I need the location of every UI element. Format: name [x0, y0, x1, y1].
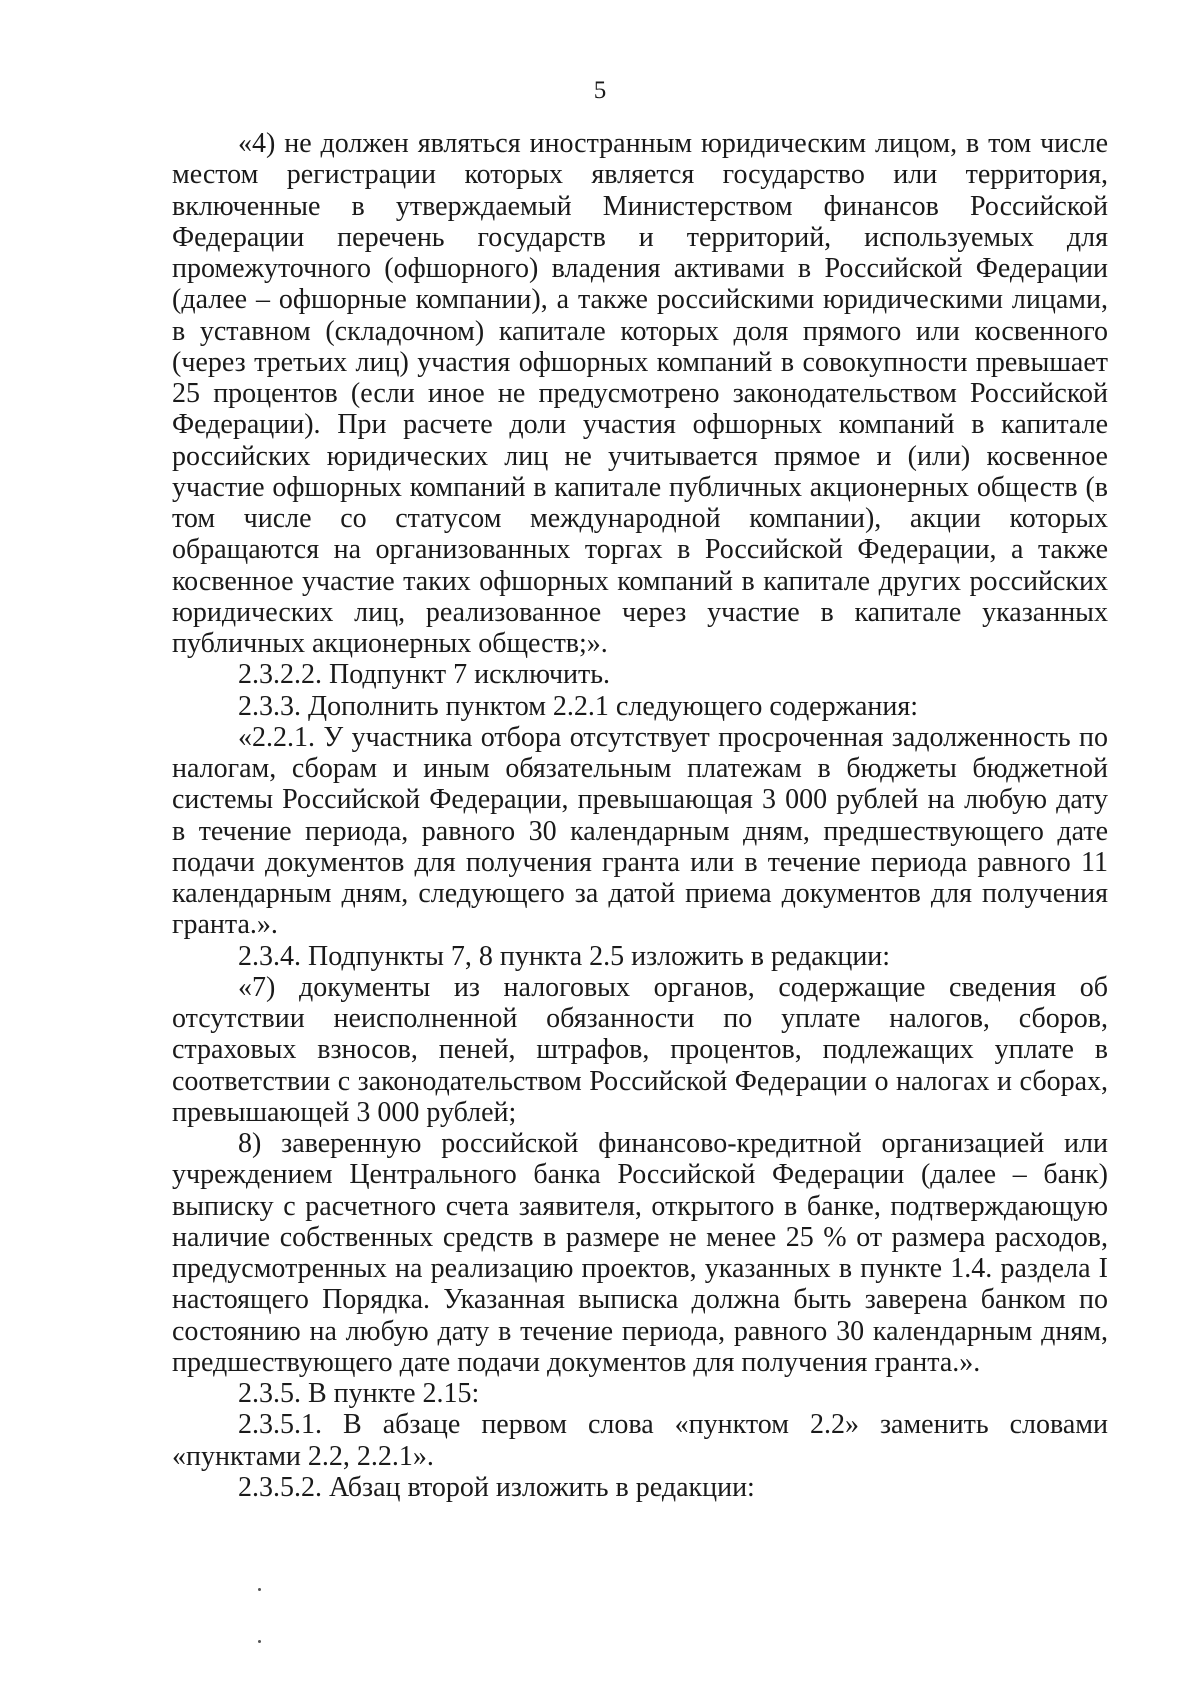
scan-speck [258, 1588, 261, 1591]
paragraph: «2.2.1. У участника отбора отсутствует просроченная задолженность по налогам, сборам и иным обязательным платежам в бюджеты бюджетной системы Российской Федерации, превышающая 3 000 рублей на любую дату в течение периода, равного 30 календарным дням, предшествующего дате подачи документов для получения гранта или в течение периода равного 11 календарным дням, следующего за датой приема документов для получения гранта.». [172, 721, 1108, 941]
paragraph: 8) заверенную российской финансово-кредитной организацией или учреждением Центрального банка Российской Федерации (далее – банк) выписку с расчетного счета заявителя, открытого в банке, подтверждающую наличие собственных средств в размере не менее 25 % от размера расходов, предусмотренных на реализацию проектов, указанных в пункте 1.4. раздела I настоящего Порядка. Указанная выписка должна быть заверена банком по состоянию на любую дату в течение периода, равного 30 календарным дням, предшествующего дате подачи документов для получения гранта.». [172, 1128, 1108, 1378]
scan-speck [258, 1640, 261, 1643]
paragraph: 2.3.5. В пункте 2.15: [238, 1378, 480, 1409]
document-body [172, 128, 1108, 1503]
paragraph: 2.3.2.2. Подпункт 7 исключить. [238, 659, 611, 691]
paragraph: «7) документы из налоговых органов, содержащие сведения об отсутствии неисполненной обязанности по уплате налогов, сборов, страховых взносов, пеней, штрафов, процентов, подлежащих уплате в соответствии с законодательством Российской Федерации о налогах и сборах, превышающей 3 000 рублей; [172, 971, 1108, 1128]
paragraph: 2.3.4. Подпункты 7, 8 пункта 2.5 изложить в редакции: [238, 940, 891, 972]
page-number: 5 [593, 77, 607, 104]
paragraph: 2.3.3. Дополнить пунктом 2.2.1 следующего содержания: [238, 690, 919, 722]
paragraph: «4) не должен являться иностранным юридическим лицом, в том числе местом регистрации которых является государство или территория, включенные в утверждаемый Министерством финансов Российской Федерации перечень государств и территорий, используемых для промежуточного (офшорного) владения активами в Российской Федерации (далее – офшорные компании), а также российскими юридическими лицами, в уставном (складочном) капитале которых доля прямого или косвенного (через третьих лиц) участия офшорных компаний в совокупности превышает 25 процентов (если иное не предусмотрено законодательством Российской Федерации). При расчете доли участия офшорных компаний в капитале российских юридических лиц не учитывается прямое и (или) косвенное участие офшорных компаний в капитале публичных акционерных обществ (в том числе со статусом международной компании), акции которых обращаются на организованных торгах в Российской Федерации, а также косвенное участие таких офшорных компаний в капитале других российских юридических лиц, реализованное через участие в капитале указанных публичных акционерных обществ;». [172, 128, 1108, 659]
paragraph: 2.3.5.2. Абзац второй изложить в редакции: [238, 1471, 755, 1503]
paragraph: 2.3.5.1. В абзаце первом слова «пунктом 2.2» заменить словами «пунктами 2.2, 2.2.1». [172, 1409, 1108, 1472]
